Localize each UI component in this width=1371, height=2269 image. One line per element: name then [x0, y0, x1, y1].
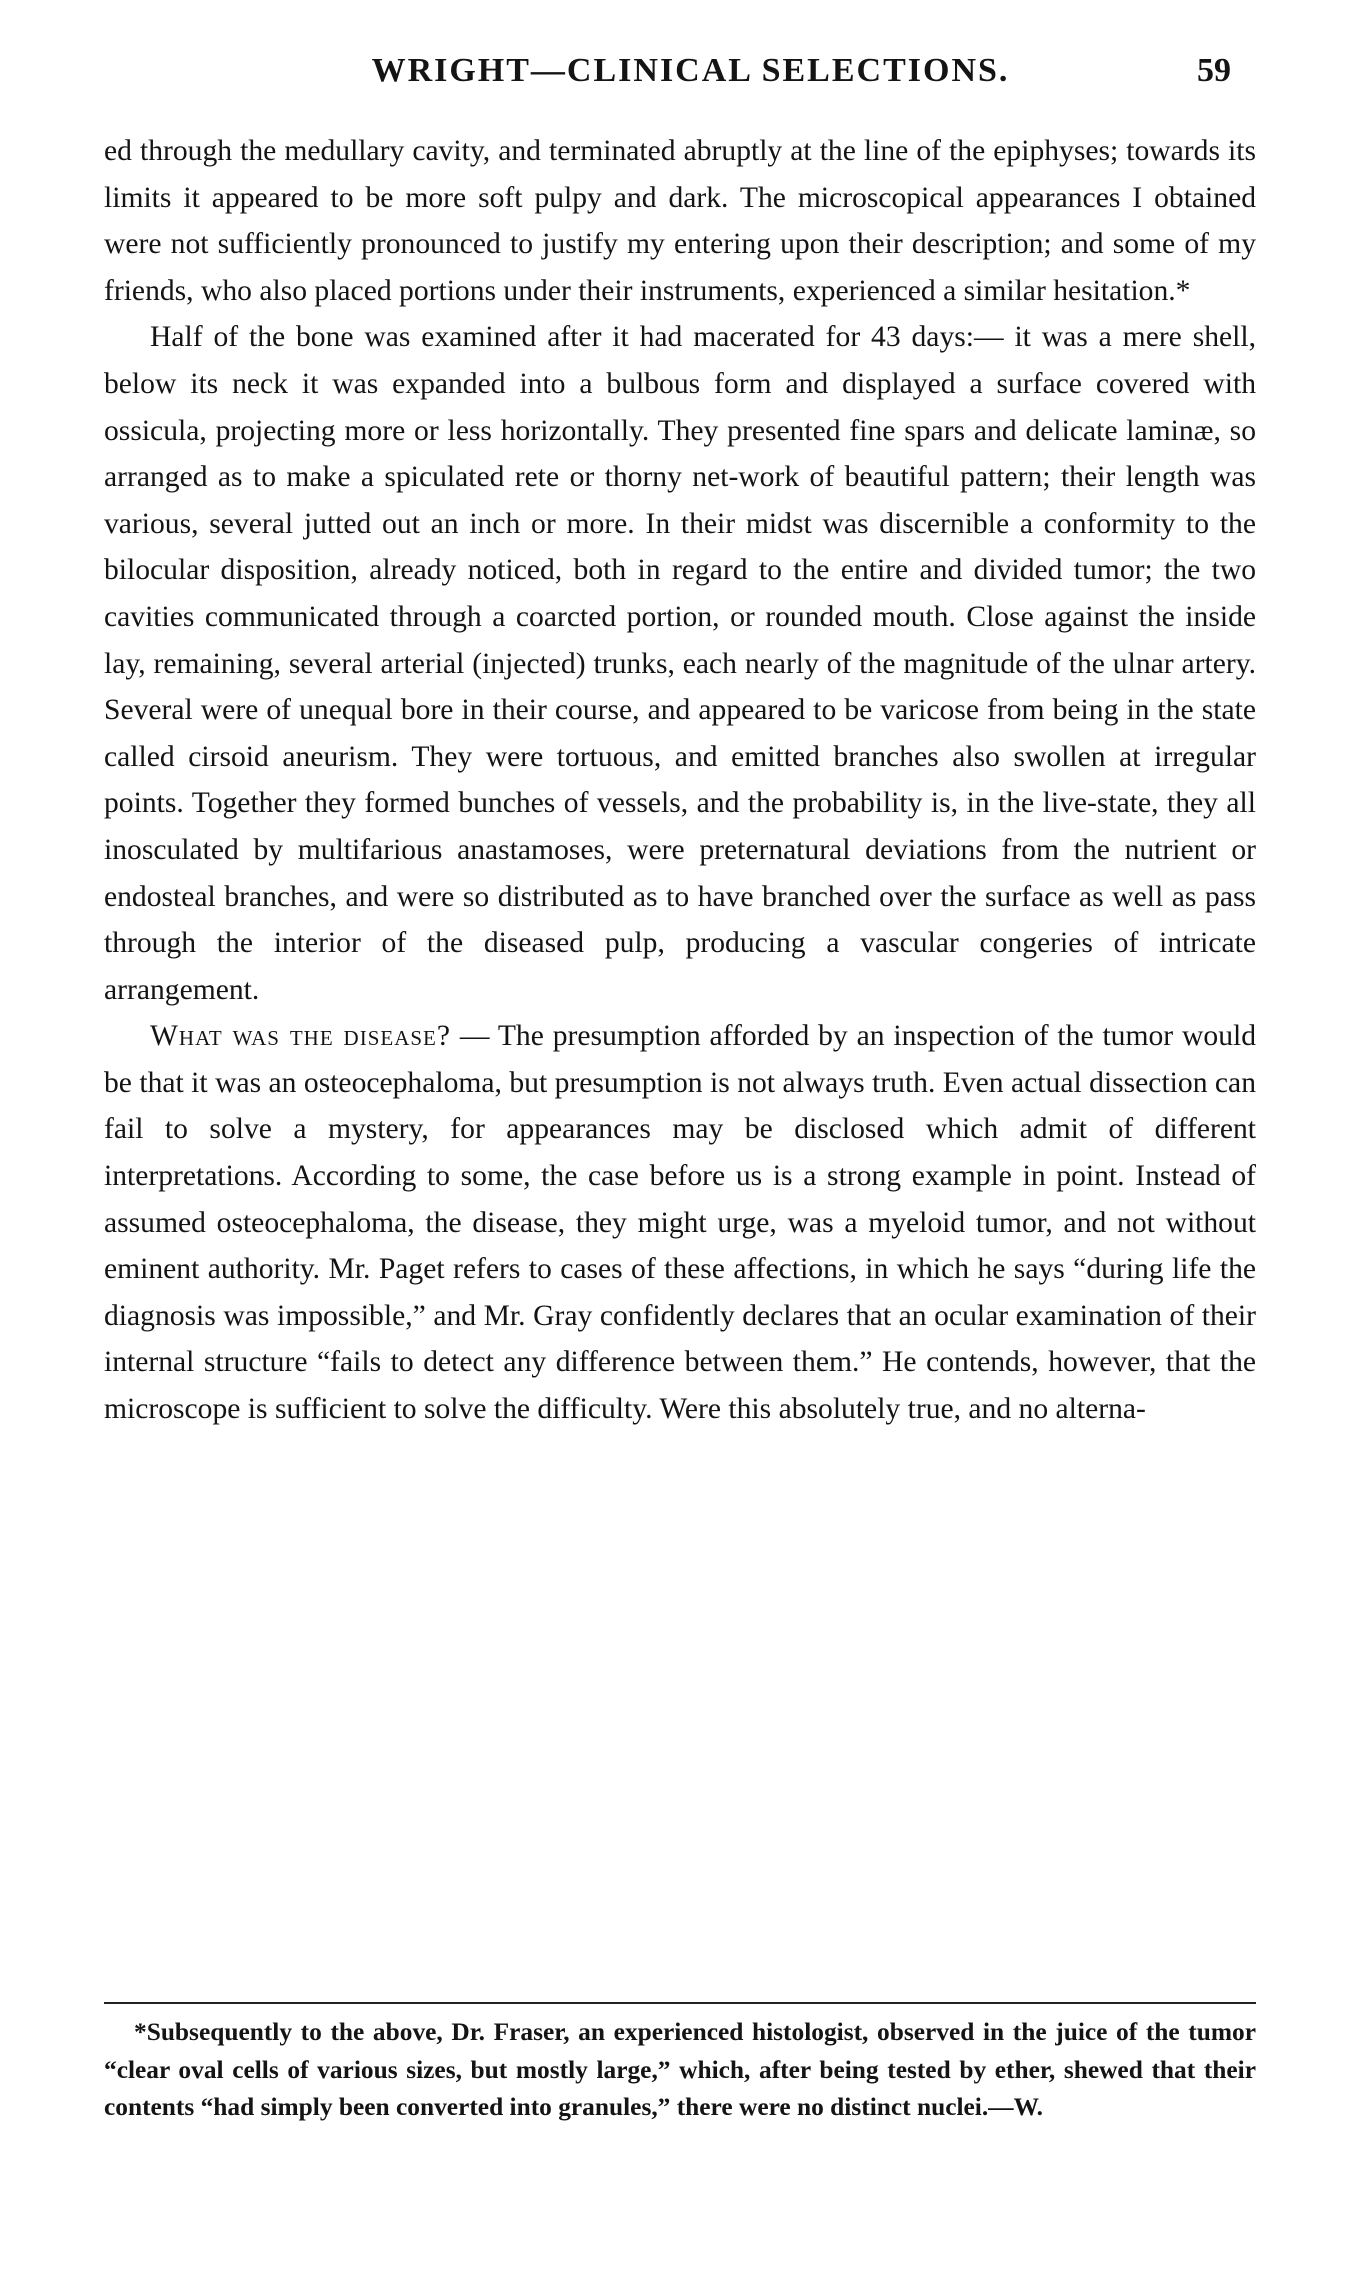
paragraph-bone-examination: Half of the bone was examined after it had macerated for 43 days:— it was a mere shell, below its neck it was expanded into a bulbous form and displayed a surface covered with ossicula, projecting more or less horizontally. They presented fine spars and delicate laminæ, so arranged as to make a spiculated rete or thorny net-work of beautiful pattern; their length was various, several jutted out an inch or more. In their midst was discernible a conformity to the bilocular disposition, already noticed, both in regard to the entire and divided tumor; the two cavities communicated through a coarcted portion, or rounded mouth. Close against the inside lay, remaining, several arterial (injected) trunks, each nearly of the magnitude of the ulnar artery. Several were of unequal bore in their course, and appeared to be varicose from being in the state called cirsoid aneurism. They were tortuous, and emitted branches also swollen at irregular points. Together they formed bunches of vessels, and the probability is, in the live-state, they all inosculated by multifarious anastamoses, were preternatural deviations from the nutrient or endosteal branches, and were so distributed as to have branched over the surface as well as pass through the interior of the diseased pulp, producing a vascular congeries of intricate arrangement. [104, 321, 1256, 1006]
section-heading-inline: What was the disease? [150, 1020, 452, 1053]
footnote-divider [104, 2002, 1256, 2004]
paragraph-disease-body: — The presumption afforded by an inspection of the tumor would be that it was an osteocephaloma, but presumption is not always truth. Even actual dissection can fail to solve a mystery, for appearances may be disclosed which admit of different interpretations. According to some, the case before us is a strong example in point. Instead of assumed osteocephaloma, the disease, they might urge, was a myeloid tumor, and not without eminent authority. Mr. Paget refers to cases of these affections, in which he says “during life the diagnosis was impossible,” and Mr. Gray confidently declares that an ocular examination of their internal structure “fails to detect any difference between them.” He contends, however, that the microscope is sufficient to solve the difficulty. Were this absolutely true, and no alterna- [104, 1020, 1257, 1426]
paragraph-continuation: ed through the medullary cavity, and terminated abruptly at the line of the epiphyses; towards its limits it appeared to be more soft pulpy and dark. The microscopical appearances I obtained were not sufficiently pronounced to justify my entering upon their description; and some of my friends, who also placed portions under their instruments, experienced a similar hesitation.* [104, 135, 1256, 307]
footnote: *Subsequently to the above, Dr. Fraser, an experienced histologist, observed in the juice of the tumor “clear oval cells of various sizes, but mostly large,” which, after being tested by ether, shewed that their contents “had simply been converted into granules,” there were no distinct nuclei.—W. [104, 2018, 1256, 2121]
running-head [150, 52, 1231, 112]
body-text [104, 128, 1256, 1433]
page-number: 59 [1197, 52, 1231, 89]
running-title: WRIGHT—CLINICAL SELECTIONS. [371, 52, 1010, 89]
paragraph-disease-question [104, 1013, 1256, 1432]
